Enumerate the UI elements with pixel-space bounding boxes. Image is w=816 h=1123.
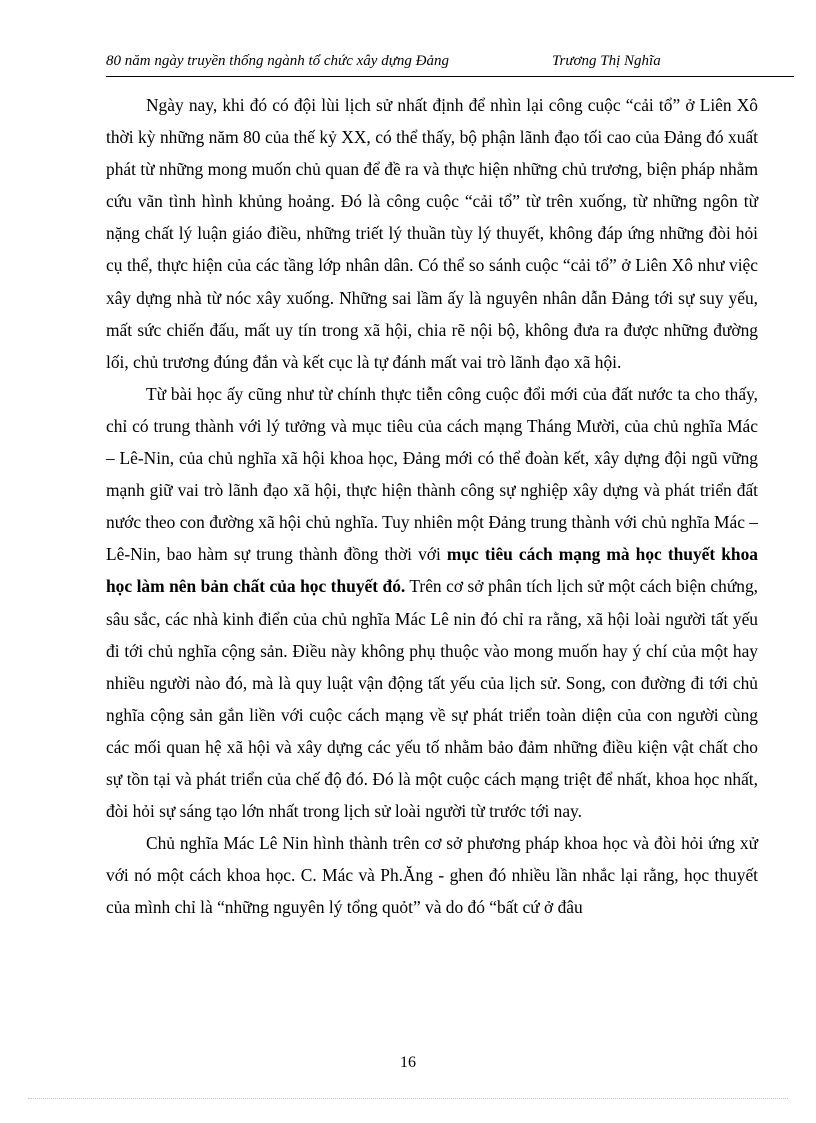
paragraph-1: Ngày nay, khi đó có đội lùi lịch sử nhất định để nhìn lại công cuộc “cải tổ” ở Liên Xô thời kỳ những năm 80 của thế kỷ XX, có thể thấy, bộ phận lãnh đạo tối cao của Đảng đó xuất phát từ những mong muốn chủ quan để đề ra và thực hiện những chủ trương, biện pháp nhằm cứu vãn tình hình khủng hoảng. Đó là công cuộc “cải tổ” từ trên xuống, từ những ngôn từ nặng chất lý luận giáo điều, những triết lý thuần tùy lý thuyết, không đáp ứng những đòi hỏi cụ thể, thực hiện của các tầng lớp nhân dân. Có thể so sánh cuộc “cải tổ” ở Liên Xô như việc xây dựng nhà từ nóc xây xuống. Những sai lầm ấy là nguyên nhân dẫn Đảng tới sự suy yếu, mất sức chiến đấu, mất uy tín trong xã hội, chia rẽ nội bộ, không đưa ra được những đường lối, chủ trương đúng đắn và kết cục là tự đánh mất vai trò lãnh đạo xã hội. xyxy=(106,95,758,372)
paragraph-2-text-after: Trên cơ sở phân tích lịch sử một cách biện chứng, sâu sắc, các nhà kinh điển của chủ nghĩa Mác Lê nin đó chỉ ra rằng, xã hội loài người tất yếu đi tới chủ nghĩa cộng sản. Điều này không phụ thuộc vào mong muốn hay ý chí của một hay nhiều người nào đó, mà là quy luật vận động tất yếu của lịch sử. Song, con đường đi tới chủ nghĩa cộng sản gắn liền với cuộc cách mạng về sự phát triển toàn diện của con người cùng các mối quan hệ xã hội và xây dựng các yếu tố nhằm bảo đảm những điều kiện vật chất cho sự tồn tại và phát triển của chế độ đó. Đó là một cuộc cách mạng triệt để nhất, khoa học nhất, đòi hỏi sự sáng tạo lớn nhất trong lịch sử loài người từ trước tới nay. xyxy=(106,576,758,822)
paragraph-2 xyxy=(106,378,758,827)
page-body xyxy=(106,89,758,923)
header-title: 80 năm ngày truyền thống ngành tổ chức xây dựng Đảng xyxy=(106,53,449,69)
page-bottom-divider xyxy=(28,1098,788,1099)
paragraph-2-text-before: Từ bài học ấy cũng như từ chính thực tiễn công cuộc đổi mới của đất nước ta cho thấy, chỉ có trung thành với lý tưởng và mục tiêu của cách mạng Tháng Mười, của chủ nghĩa Mác – Lê-Nin, của chủ nghĩa xã hội khoa học, Đảng mới có thể đoàn kết, xây dựng đội ngũ vững mạnh giữ vai trò lãnh đạo xã hội, thực hiện thành công sự nghiệp xây dựng và phát triển đất nước theo con đường xã hội chủ nghĩa. Tuy nhiên một Đảng trung thành với chủ nghĩa Mác – Lê-Nin, bao hàm sự trung thành đồng thời với xyxy=(106,383,758,565)
running-header xyxy=(106,52,794,77)
paragraph-3: Chủ nghĩa Mác Lê Nin hình thành trên cơ sở phương pháp khoa học và đòi hỏi ứng xử với nó một cách khoa học. C. Mác và Ph.Ăng - ghen đó nhiều lần nhắc lại rằng, học thuyết của mình chỉ là “những nguyên lý tổng quỏt” và do đó “bất cứ ở đâu xyxy=(106,833,758,918)
paragraph-2-bold-text: mục tiêu cách mạng mà học thuyết khoa học làm nên bản chất của học thuyết đó. xyxy=(106,544,758,597)
page-number: 16 xyxy=(400,1054,416,1071)
header-author: Trương Thị Nghĩa xyxy=(552,53,661,69)
